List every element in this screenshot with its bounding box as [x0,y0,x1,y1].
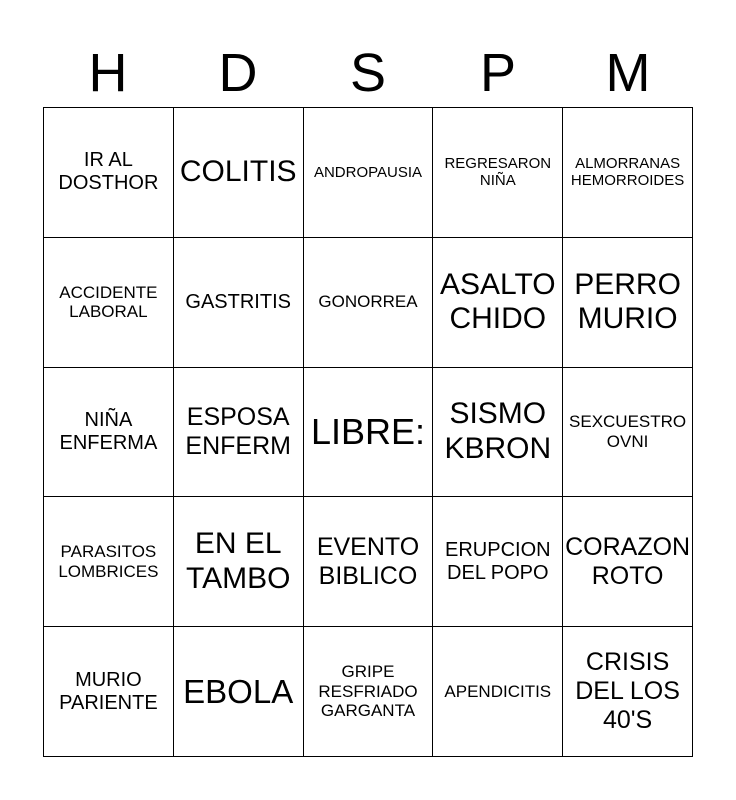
cell-label: GASTRITIS [185,290,291,313]
bingo-cell[interactable] [174,238,304,368]
bingo-cell[interactable] [174,108,304,238]
cell-label: ASALTO CHIDO [439,267,556,336]
bingo-cell-free[interactable] [304,368,434,498]
free-space-label: LIBRE: [310,411,426,453]
header-letter-p: P [479,43,517,103]
header-letter-m: M [605,43,651,103]
bingo-cell[interactable] [433,627,563,757]
bingo-cell[interactable] [44,497,174,627]
bingo-cell[interactable] [174,368,304,498]
bingo-board [43,107,693,757]
bingo-cell[interactable] [304,108,434,238]
bingo-cell[interactable] [304,627,434,757]
cell-label: EVENTO BIBLICO [316,533,420,590]
bingo-cell[interactable] [563,368,693,498]
cell-label: ESPOSA ENFERM [185,403,291,460]
cell-label: ALMORRANAS HEMORROIDES [570,155,685,190]
cell-label: COLITIS [179,155,297,189]
cell-label: CRISIS DEL LOS 40'S [575,648,680,734]
cell-label: GRIPE RESFRIADO GARGANTA [318,662,418,721]
bingo-cell[interactable] [433,108,563,238]
cell-label: GONORREA [318,292,418,312]
bingo-cell[interactable] [44,368,174,498]
header-letter-s: S [349,43,387,103]
bingo-cell[interactable] [563,108,693,238]
header-letter-d: D [218,43,258,103]
cell-label: EBOLA [183,672,294,710]
cell-label: APENDICITIS [444,681,552,701]
cell-label: CORAZON ROTO [565,533,691,590]
bingo-cell[interactable] [563,497,693,627]
bingo-cell[interactable] [44,108,174,238]
bingo-cell[interactable] [563,627,693,757]
bingo-cell[interactable] [433,238,563,368]
cell-label: IR AL DOSTHOR [58,149,159,195]
cell-label: PERRO MURIO [574,267,681,336]
cell-label: MURIO PARIENTE [59,668,158,714]
cell-label: PARASITOS LOMBRICES [58,542,159,581]
bingo-cell[interactable] [174,497,304,627]
bingo-cell[interactable] [304,497,434,627]
bingo-cell[interactable] [304,238,434,368]
bingo-cell[interactable] [44,238,174,368]
cell-label: SEXCUESTRO OVNI [569,412,687,451]
bingo-cell[interactable] [174,627,304,757]
header-letter-h: H [88,43,128,103]
bingo-header [43,40,693,106]
cell-label: NIÑA ENFERMA [59,408,158,454]
bingo-cell[interactable] [433,497,563,627]
bingo-cell[interactable] [433,368,563,498]
cell-label: EN EL TAMBO [185,527,291,595]
cell-label: SISMO KBRON [444,397,552,465]
cell-label: ACCIDENTE LABORAL [59,282,158,322]
cell-label: REGRESARON NIÑA [444,155,552,190]
bingo-cell[interactable] [44,627,174,757]
bingo-cell[interactable] [563,238,693,368]
cell-label: ERUPCION DEL POPO [445,538,551,584]
cell-label: ANDROPAUSIA [313,163,423,181]
